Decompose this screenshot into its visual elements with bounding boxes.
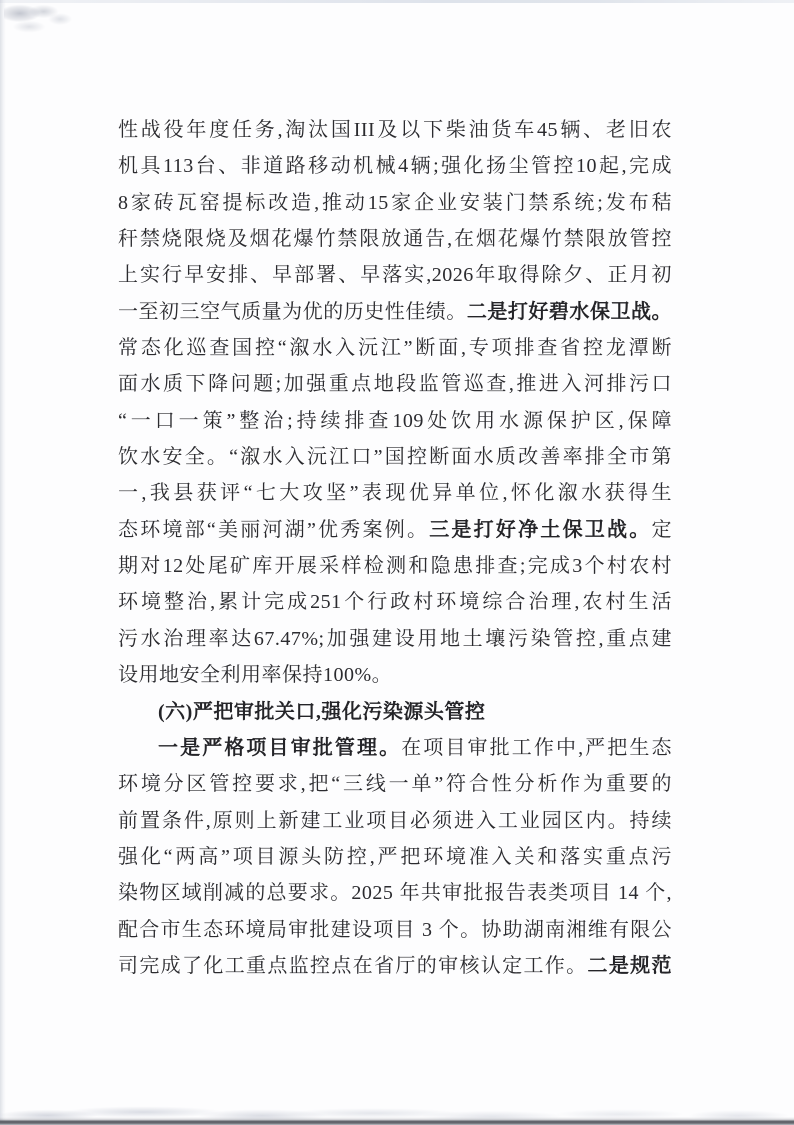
body-text: 污水治理率达67.47%;加强建设用地土壤污染管控,重点建 [118,627,672,650]
text-line [118,257,672,293]
text-line [118,185,672,221]
emphasis-text: 二是规范 [587,954,672,977]
text-line [118,439,672,475]
body-text: 设用地安全利用率保持100%。 [118,664,393,687]
body-text: 一,我县获评“七大攻坚”表现优异单位,怀化溆水获得生 [118,482,672,505]
text-line [118,221,672,257]
scan-artifact-topleft-smudge [4,2,76,40]
text-line [118,657,672,693]
text-line [118,766,672,802]
emphasis-text: 三是打好净土保卫战。 [429,518,652,541]
text-line [118,803,672,839]
text-line [118,621,672,657]
body-text: 8家砖瓦窑提标改造,推动15家企业安装门禁系统;发布秸 [118,191,672,214]
body-text: 前置条件,原则上新建工业项目必须进入工业园区内。持续 [118,809,672,832]
body-text: 秆禁烧限烧及烟花爆竹禁限放通告,在烟花爆竹禁限放管控 [118,228,672,251]
text-line [118,148,672,184]
text-line [118,475,672,511]
body-text: 性战役年度任务,淘汰国III及以下柴油货车45辆、老旧农 [118,119,672,141]
emphasis-text: (六)严把审批关口,强化污染源头管控 [158,700,486,723]
body-text: 定 [651,518,672,541]
emphasis-text: 一是严格项目审批管理。 [158,736,402,759]
text-line [118,875,672,911]
body-text: 期对12处尾矿库开展采样检测和隐患排查;完成3个村农村 [118,555,672,578]
body-text: “一口一策”整治;持续排查109处饮用水源保护区,保障 [118,409,672,432]
text-line [118,112,672,148]
body-text: 强化“两高”项目源头防控,严把环境准入关和落实重点污 [118,845,672,868]
document-text-block [118,112,672,984]
body-text: 环境整治,累计完成251个行政村环境综合治理,农村生活 [118,591,672,614]
body-text: 染物区域削减的总要求。2025 年共审批报告表类项目 14 个, [118,882,672,905]
text-line [118,512,672,548]
text-line [118,912,672,948]
body-text: 配合市生态环境局审批建设项目 3 个。协助湖南湘维有限公 [118,918,672,941]
text-line [118,839,672,875]
text-line [118,330,672,366]
text-line [118,694,672,730]
emphasis-text: 二是打好碧水保卫战。 [466,300,672,323]
body-text: 面水质下降问题;加强重点地段监管巡查,推进入河排污口 [118,373,672,396]
body-text: 一至初三空气质量为优的历史性佳绩。 [118,300,467,323]
body-text: 机具113台、非道路移动机械4辆;强化扬尘管控10起,完成 [118,155,672,178]
text-line [118,294,672,330]
body-text: 常态化巡查国控“溆水入沅江”断面,专项排查省控龙潭断 [118,337,672,360]
text-line [118,366,672,402]
text-line [118,403,672,439]
body-text: 饮水安全。“溆水入沅江口”国控断面水质改善率排全市第 [118,446,672,469]
body-text: 态环境部“美丽河湖”优秀案例。 [118,518,430,541]
body-text: 上实行早安排、早部署、早落实,2026年取得除夕、正月初 [118,264,672,287]
scan-artifact-left-edge [0,0,6,1125]
body-text: 司完成了化工重点监控点在省厅的审核认定工作。 [118,954,588,977]
body-text: 环境分区管控要求,把“三线一单”符合性分析作为重要的 [118,773,672,796]
text-line [118,584,672,620]
scan-artifact-top-edge [0,0,794,3]
text-line [118,548,672,584]
text-line [118,730,672,766]
text-line [118,948,672,984]
scan-artifact-bottom-edge [0,1117,794,1125]
body-text: 在项目审批工作中,严把生态 [401,736,672,759]
